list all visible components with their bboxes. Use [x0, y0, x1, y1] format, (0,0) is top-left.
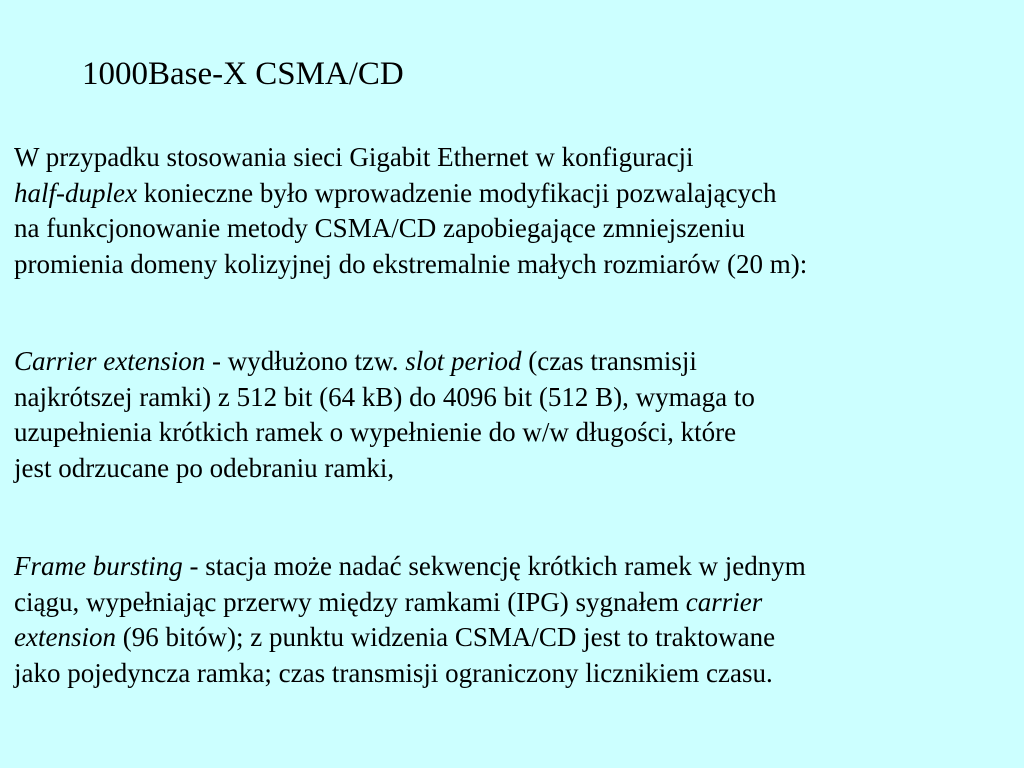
- paragraph-line: na funkcjonowanie metody CSMA/CD zapobiegające zmniejszeniu: [14, 213, 746, 243]
- paragraph-line: [14, 549, 1022, 585]
- paragraph-line: jest odrzucane po odebraniu ramki,: [14, 452, 395, 483]
- line-text: - wydłużono tzw.: [205, 346, 406, 376]
- italic-term-carrier-extension: Carrier extension: [14, 346, 206, 376]
- paragraph-line: W przypadku stosowania sieci Gigabit Ethernet w konfiguracji: [14, 142, 694, 172]
- paragraph-line: uzupełnienia krótkich ramek o wypełnienie do w/w długości, które: [14, 417, 737, 447]
- paragraph-frame-bursting: [14, 549, 1022, 691]
- italic-term-frame-bursting: Frame bursting: [14, 551, 183, 581]
- italic-term-carrier: carrier: [685, 586, 763, 617]
- line-text: - stacja może nadać sekwencję krótkich ramek w jednym: [182, 551, 806, 581]
- paragraph-line: [14, 344, 1022, 380]
- line-text: (96 bitów); z punktu widzenia CSMA/CD jest to traktowane: [115, 622, 776, 652]
- paragraph-line: [14, 176, 1022, 212]
- italic-term-extension: extension: [14, 622, 116, 652]
- paragraph-line: [14, 620, 1022, 656]
- paragraph-half-duplex: [14, 140, 1022, 282]
- line-text: (czas transmisji: [521, 346, 697, 376]
- italic-term-half-duplex: half-duplex: [14, 177, 137, 208]
- paragraph-line: promienia domeny kolizyjnej do ekstremalnie małych rozmiarów (20 m):: [14, 248, 808, 279]
- paragraph-carrier-extension: [14, 344, 1022, 486]
- slide-title: 1000Base-X CSMA/CD: [82, 56, 404, 92]
- line-text: ciągu, wypełniając przerwy między ramkami (IPG) sygnałem: [14, 586, 686, 617]
- paragraph-line: jako pojedyncza ramka; czas transmisji ograniczony licznikiem czasu.: [14, 657, 773, 688]
- line-text: konieczne było wprowadzenie modyfikacji pozwalających: [136, 177, 777, 208]
- paragraph-line: [14, 585, 1022, 621]
- paragraph-line: najkrótszej ramki) z 512 bit (64 kB) do 4096 bit (512 B), wymaga to: [14, 381, 755, 412]
- italic-term-slot-period: slot period: [405, 346, 522, 376]
